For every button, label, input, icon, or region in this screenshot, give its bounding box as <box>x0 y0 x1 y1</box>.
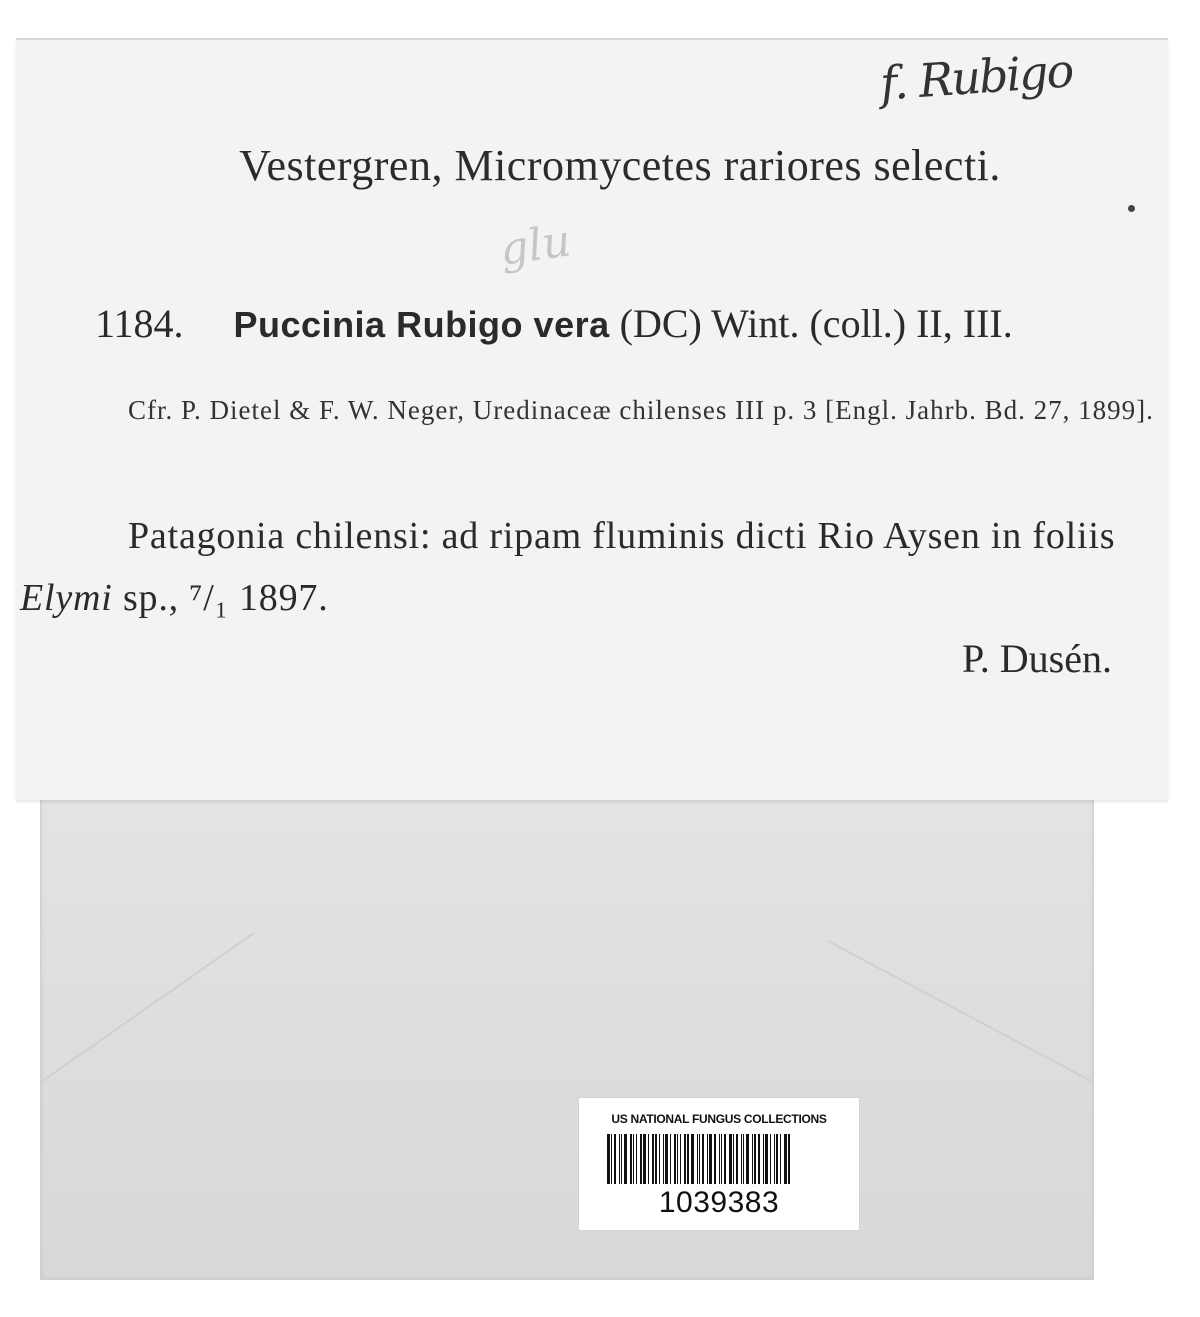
locality-text <box>20 505 1170 629</box>
ink-dot <box>1128 205 1135 212</box>
barcode-stripe <box>659 1134 660 1184</box>
specimen-envelope <box>40 780 1094 1280</box>
barcode-stripe <box>611 1134 612 1184</box>
literature-reference: Cfr. P. Dietel & F. W. Neger, Uredinaceæ chilenses III p. 3 [Engl. Jahrb. Bd. 27, 1899]. <box>128 395 1154 425</box>
barcode-stripe <box>636 1134 637 1184</box>
barcode-stripe <box>655 1134 657 1184</box>
handwritten-annotation: f. Rubigo <box>878 43 1074 111</box>
barcode-stripe <box>765 1134 768 1184</box>
barcode-stripe <box>702 1134 704 1184</box>
barcode-stripe <box>707 1134 708 1184</box>
barcode-stripe <box>677 1134 678 1184</box>
barcode-stripe <box>670 1134 671 1184</box>
taxon-name: Puccinia Rubigo vera <box>233 304 610 345</box>
barcode-stripe <box>665 1134 668 1184</box>
barcode-header: US NATIONAL FUNGUS COLLECTIONS <box>611 1112 827 1126</box>
barcode-stripe <box>709 1134 712 1184</box>
entry-line <box>95 300 1013 347</box>
taxon-authority: (DC) Wint. (coll.) II, III. <box>619 301 1013 346</box>
barcode-stripe <box>733 1134 734 1184</box>
barcode-stripe <box>741 1134 742 1184</box>
barcode-stripe <box>719 1134 720 1184</box>
series-title: Vestergren, Micromycetes rariores selecti. <box>239 141 1001 190</box>
locality-date: sp., ⁷/₁ 1897. <box>122 577 329 619</box>
barcode-stripe <box>784 1134 787 1184</box>
barcode-stripe <box>691 1134 694 1184</box>
locality-description: Patagonia chilensi: ad ripam fluminis dicti Rio Aysen in foliis <box>128 515 1116 557</box>
barcode-stripe <box>754 1134 756 1184</box>
barcode-stripe <box>643 1134 646 1184</box>
host-genus: Elymi <box>20 577 113 619</box>
barcode-stripe <box>624 1134 627 1184</box>
collector-name: P. Dusén. <box>961 636 1112 681</box>
envelope-flap-line-left <box>40 932 254 1083</box>
barcode-stripe <box>743 1134 744 1184</box>
entry-number: 1184. <box>95 301 184 346</box>
barcode-stripe <box>619 1134 620 1184</box>
barcode-stripe <box>788 1134 790 1184</box>
barcode-stripe <box>721 1134 722 1184</box>
barcode-stripe <box>648 1134 649 1184</box>
barcode-stripe <box>776 1134 778 1184</box>
barcode-stripe <box>770 1134 771 1184</box>
barcode-stripe <box>663 1134 664 1184</box>
barcode-sticker <box>578 1097 860 1231</box>
barcode-stripe <box>736 1134 738 1184</box>
barcode-stripe <box>774 1134 775 1184</box>
barcode-stripe <box>680 1134 681 1184</box>
barcode-stripe <box>763 1134 764 1184</box>
barcode-stripe <box>752 1134 753 1184</box>
barcode-stripe <box>780 1134 781 1184</box>
barcode-stripe <box>621 1134 622 1184</box>
barcode-number: 1039383 <box>658 1186 780 1219</box>
barcode-stripe <box>652 1134 654 1184</box>
barcode-bars <box>607 1134 831 1184</box>
barcode-stripe <box>630 1134 632 1184</box>
barcode-stripe <box>729 1134 732 1184</box>
barcode-stripe <box>633 1134 634 1184</box>
barcode-stripe <box>724 1134 726 1184</box>
barcode-stripe <box>687 1134 689 1184</box>
barcode-stripe <box>758 1134 760 1184</box>
barcode-stripe <box>746 1134 749 1184</box>
barcode-stripe <box>714 1134 716 1184</box>
barcode-stripe <box>640 1134 642 1184</box>
barcode-stripe <box>674 1134 676 1184</box>
barcode-stripe <box>699 1134 700 1184</box>
barcode-stripe <box>684 1134 686 1184</box>
envelope-flap-line-right <box>828 940 1094 1083</box>
barcode-stripe <box>607 1134 610 1184</box>
barcode-stripe <box>697 1134 698 1184</box>
barcode-stripe <box>614 1134 616 1184</box>
pencil-annotation: glu <box>496 215 574 276</box>
